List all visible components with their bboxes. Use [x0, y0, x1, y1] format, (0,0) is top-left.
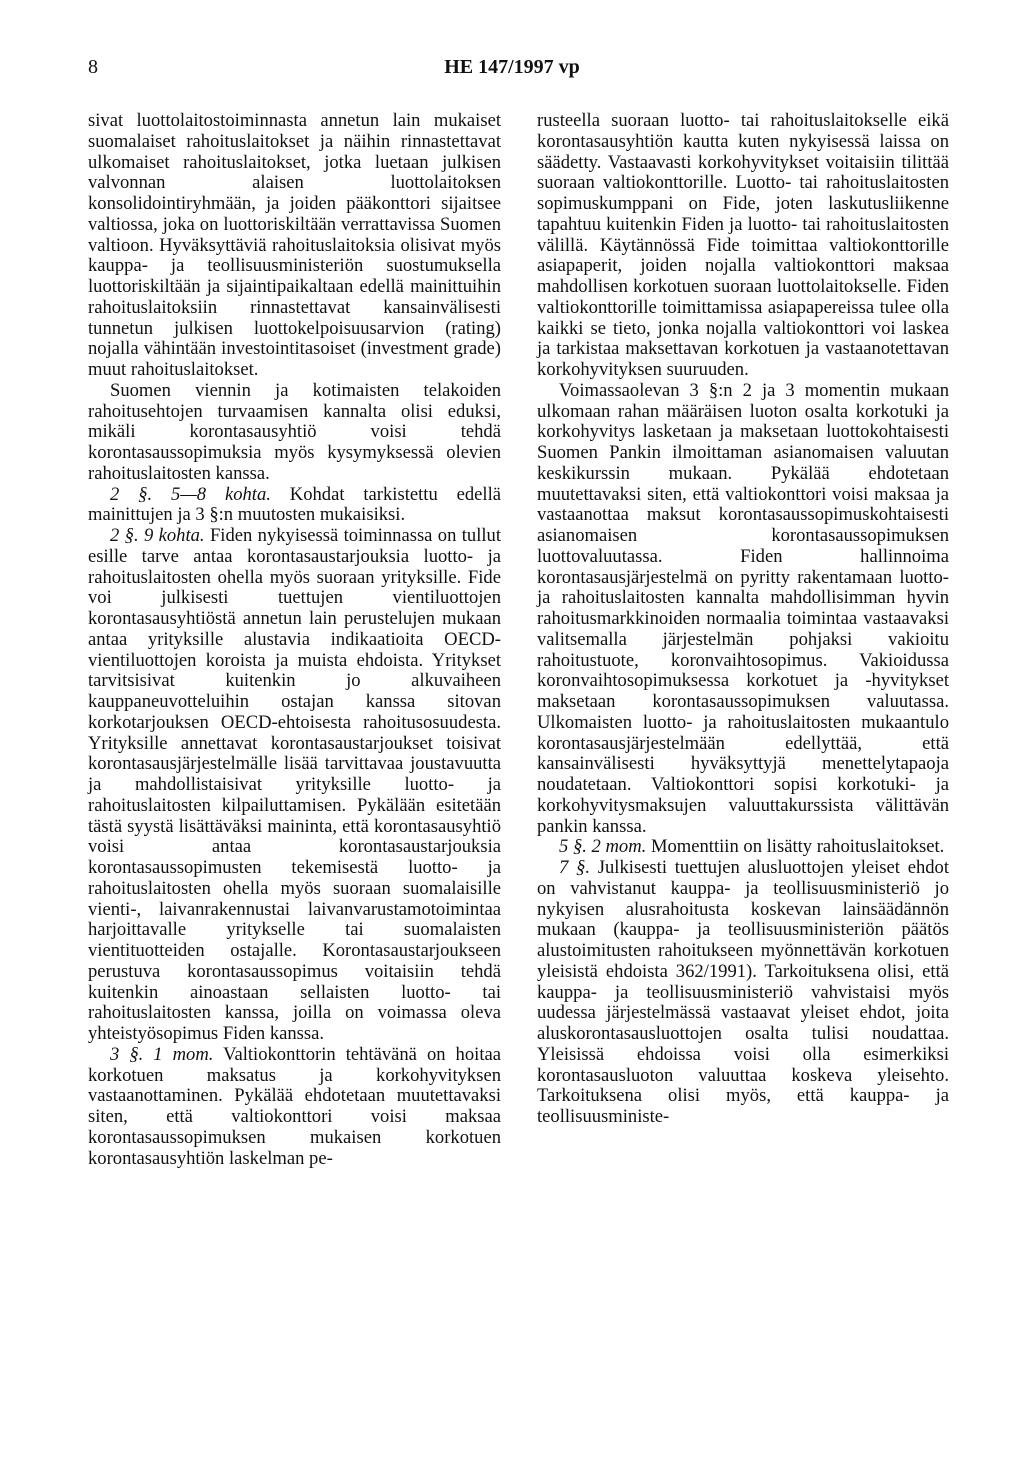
section-reference: 5 §. 2 mom.	[559, 836, 647, 858]
paragraph	[88, 485, 501, 527]
paragraph: rusteella suoraan luotto- tai rahoituslaitokselle eikä korontasausyhtiön kautta kuten nykyisessä laissa on säädetty. Vastaavasti korkohyvitykset voitaisiin tilittää suoraan valtiokonttorille. Luotto- tai rahoituslaitosten sopimuskumppani on Fide, joten laskutusliikenne tapahtuu kuitenkin Fiden ja luotto- tai rahoituslaitosten välillä. Käytännössä Fide toimittaa valtiokonttorille asiapaperit, joiden nojalla valtiokonttori maksaa mahdollisen korkotuen suoraan luottolaitokselle. Fiden valtiokonttorille toimittamissa asiapapereissa tulee olla kaikki se tieto, jonka nojalla valtiokonttori voi laskea ja tarkistaa maksettavan korkotuen ja vastaanotettavan korkohyvityksen suuruuden.	[537, 110, 949, 380]
paragraph-text: Julkisesti tuettujen alusluottojen yleiset ehdot on vahvistanut kauppa- ja teollisuusministeriö jo nykyisen alusrahoitusta koskevan lainsäädännön mukaan (kauppa- ja teollisuusministeriön päätös alustoimitusten rahoitukseen myönnettävän korkotuen yleisistä ehdoista 362/1991). Tarkoituksena olisi, että kauppa- ja teollisuusministeriö vahvistaisi myös uudessa järjestelmässä vastaavat yleiset ehdot, joita aluskorontasausluottojen osalta tulisi noudattaa. Yleisissä ehdoissa voisi olla esimerkiksi korontasausluoton valuuttaa koskeva yleisehto. Tarkoituksena olisi myös, että kauppa- ja teollisuusministe-	[537, 857, 950, 1127]
paragraph	[88, 1045, 501, 1170]
paragraph	[537, 837, 949, 858]
paragraph-text: Momenttiin on lisätty rahoituslaitokset.	[646, 836, 945, 858]
paragraph-text: Kohdat tarkistettu edellä mainittujen ja 3 §:n muutosten mukaisiksi.	[88, 483, 501, 526]
paragraph: Voimassaolevan 3 §:n 2 ja 3 momentin mukaan ulkomaan rahan määräisen luoton osalta korkotuki ja korkohyvitys lasketaan ja maksetaan luottokohtaisesti Suomen Pankin ilmoittaman asianomaisen valuutan keskikurssin mukaan. Pykälää ehdotetaan muutettavaksi siten, että valtiokonttori voisi maksaa ja vastaanottaa maksut korontasaussopimuskohtaisesti asianomaisen korontasaussopimuksen luottovaluutassa. Fiden hallinnoima korontasausjärjestelmä on pyritty rakentamaan luotto- ja rahoituslaitosten kannalta mahdollisimman hyvin rahoitusmarkkinoiden normaalia toimintaa vastaavaksi valitsemalla järjestelmän pohjaksi vakioitu rahoitustuote, koronvaihtosopimus. Vakioidussa koronvaihtosopimuksessa korkotuet ja -hyvitykset maksetaan korontasaussopimuksen valuutassa. Ulkomaisten luotto- ja rahoituslaitosten mukaantulo korontasausjärjestelmään edellyttää, että kansainvälisesti hyväksyttyjä menettelytapaoja noudatetaan. Valtiokonttori sopisi korkotuki- ja korkohyvitysmaksujen valuuttakurssista välittävän pankin kanssa.	[537, 379, 949, 837]
section-reference: 2 §. 5—8 kohta.	[110, 483, 271, 505]
page-number: 8	[88, 56, 98, 78]
document-id: HE 147/1997 vp	[444, 56, 580, 78]
section-reference: 2 §. 9 kohta.	[110, 525, 205, 546]
paragraph	[537, 858, 949, 1128]
paragraph-text: Fiden nykyisessä toiminnassa on tullut esille tarve antaa korontasaustarjouksia luotto- ja rahoituslaitosten ohella myös suoraan yrityksille. Fide voi julkisesti tuettujen vientiluottojen korontasausyhtiöstä annetun lain perustelujen mukaan antaa yrityksille alustavia indikaatioita OECD-vientiluottojen koroista ja muista ehdoista. Yritykset tarvitsisivat kuitenkin jo alkuvaiheen kauppaneuvotteluihin ostajan kanssa sitovan korkotarjouksen OECD-ehtoisesta rahoitusosuudesta. Yrityksille annettavat korontasaustarjoukset toisivat korontasausjärjestelmälle lisää tarvittavaa joustavuutta ja mahdollistaisivat yrityksille luotto- ja rahoituslaitosten kilpailuttamisen. Pykälään esitetään tästä syystä lisättäväksi maininta, että korontasausyhtiö voisi antaa korontasaustarjouksia korontasaussopimusten tekemisestä luotto- ja rahoituslaitosten ohella myös suoraan suomalaisille vienti-, laivanrakennustai laivanvarustamotoimintaa harjoittavalle yritykselle tai suomalaisten vientituotteiden ostajalle. Korontasaustarjoukseen perustuva korontasaussopimus voitaisiin tehdä kuitenkin ainoastaan sellaisten luotto- tai rahoituslaitosten kanssa, joilla on voimassa oleva yhteistyösopimus Fiden kanssa.	[88, 525, 502, 1044]
paragraph: Suomen viennin ja kotimaisten telakoiden rahoitusehtojen turvaamisen kannalta olisi eduksi, mikäli korontasausyhtiö voisi tehdä korontasaussopimuksia myös kysymyksessä olevien rahoituslaitosten kanssa.	[88, 379, 501, 484]
right-column	[537, 111, 949, 1128]
section-reference: 7 §.	[559, 857, 591, 878]
paragraph	[88, 526, 501, 1045]
paragraph-text: Valtiokonttorin tehtävänä on hoitaa korkotuen maksatus ja korkohyvityksen vastaanottaminen. Pykälää ehdotetaan muutettavaksi siten, että valtiokonttori voisi maksaa korontasaussopimuksen mukaisen korkotuen korontasausyhtiön laskelman pe-	[88, 1043, 501, 1169]
section-reference: 3 §. 1 mom.	[110, 1043, 214, 1065]
paragraph: sivat luottolaitostoiminnasta annetun lain mukaiset suomalaiset rahoituslaitokset ja näihin rinnastettavat ulkomaiset rahoituslaitokset, jotka luetaan julkisen valvonnan alaisen luottolaitoksen konsolidointiryhmään, ja joiden pääkonttori sijaitsee valtiossa, joka on luottoriskiltään verrattavissa Suomen valtioon. Hyväksyttäviä rahoituslaitoksia olisivat myös kauppa- ja teollisuusministeriön suostumuksella luottoriskiltään ja sijaintipaikaltaan edellä mainittuihin rahoituslaitoksiin rinnastettavat kansainvälisesti tunnetun julkisen luottokelpoisuusarvion (rating) nojalla vähintään investointitasoiset (investment grade) muut rahoituslaitokset.	[88, 110, 501, 380]
left-column	[88, 111, 501, 1169]
